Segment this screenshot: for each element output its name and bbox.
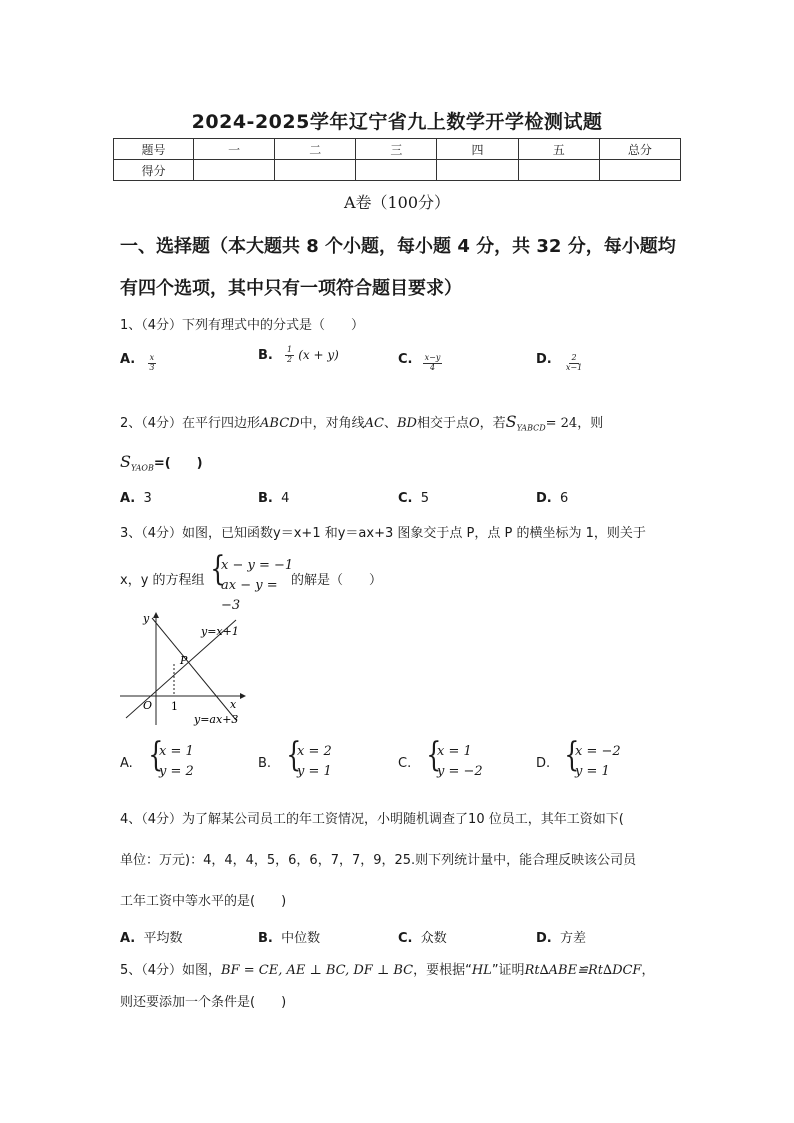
equation-row: y = 2	[159, 764, 194, 779]
score-header-cell: 三	[356, 139, 437, 160]
fraction	[147, 354, 156, 373]
brace: {	[148, 735, 164, 775]
text: ，要根据“	[413, 963, 472, 978]
text: ，则	[577, 416, 604, 431]
question-5-line2: 则还要添加一个条件是( )	[120, 995, 287, 1010]
score-header-cell: 四	[437, 139, 518, 160]
math: BF = CE, AE ⊥ BC, DF ⊥ BC	[221, 963, 414, 978]
numerator: x−y	[424, 353, 441, 362]
option-text: 3	[143, 491, 152, 506]
x-axis-arrow	[240, 693, 246, 699]
option-letter: A.	[120, 491, 136, 506]
option-text: 中位数	[281, 931, 321, 946]
score-row-label: 得分	[114, 160, 194, 181]
q3-option-a-letter[interactable]: A.	[120, 756, 133, 771]
question-3-stem-line2a: x，y 的方程组	[120, 573, 205, 588]
score-header-cell: 题号	[114, 139, 194, 160]
option-text: 6	[560, 491, 569, 506]
q4-option-d[interactable]	[536, 927, 586, 946]
option-letter: B.	[258, 347, 273, 363]
option-letter: A.	[120, 931, 136, 946]
function-graph	[118, 610, 248, 730]
q4-option-c[interactable]	[398, 927, 447, 946]
equation-row: x = 1	[159, 744, 194, 759]
q3-option-c-letter[interactable]: C.	[398, 756, 412, 771]
math: S	[505, 412, 517, 431]
q3-option-b-letter[interactable]: B.	[258, 756, 272, 771]
math: AC	[364, 416, 384, 431]
equation-row: x − y = −1	[221, 558, 294, 573]
q1-option-a[interactable]	[120, 346, 156, 373]
equation-row: y = 1	[297, 764, 332, 779]
q3-option-c-system[interactable]	[423, 735, 503, 786]
text: ，	[641, 963, 655, 978]
question-4-line3: 工年工资中等水平的是( )	[120, 894, 287, 909]
score-input-cell[interactable]	[518, 160, 599, 181]
option-text: 4	[281, 491, 290, 506]
q2-option-d[interactable]	[536, 491, 568, 506]
question-4-line1: 4、（4分）为了解某公司员工的年工资情况，小明随机调查了10 位员工，其年工资如下(	[120, 812, 624, 827]
option-tail: (x + y)	[298, 347, 339, 362]
q3-option-a-system[interactable]	[145, 735, 215, 786]
denominator: 3	[149, 362, 155, 372]
line1-label: y=x+1	[201, 625, 239, 638]
score-table-header-row	[114, 139, 681, 160]
math: Rt∆ABE≌Rt∆DCF	[524, 963, 642, 978]
fraction	[564, 354, 584, 373]
question-2-stem	[120, 412, 603, 433]
option-letter: C.	[398, 931, 413, 946]
q2-option-a[interactable]	[120, 491, 152, 506]
option-letter: C.	[398, 491, 413, 506]
option-letter: D.	[536, 351, 552, 367]
question-2-stem-cont	[120, 452, 203, 473]
score-input-cell[interactable]	[356, 160, 437, 181]
q2-option-b[interactable]	[258, 491, 289, 506]
equation-row: ax − y = −3	[221, 578, 278, 613]
q4-option-b[interactable]	[258, 927, 320, 946]
option-letter: D.	[536, 931, 552, 946]
score-input-cell[interactable]	[194, 160, 275, 181]
equation-row: x = 1	[437, 744, 472, 759]
q3-option-d-system[interactable]	[561, 735, 641, 786]
q1-option-c[interactable]	[398, 346, 442, 373]
brace: {	[210, 549, 226, 589]
math: S	[120, 452, 131, 471]
equation-row: x = 2	[297, 744, 332, 759]
section-subtitle: A卷（100分）	[343, 193, 451, 212]
q1-option-d[interactable]	[536, 346, 584, 373]
math: BD	[396, 416, 417, 431]
score-table-score-row	[114, 160, 681, 181]
brace: {	[286, 735, 302, 775]
option-text: 平均数	[143, 931, 183, 946]
text: ，若	[479, 416, 506, 431]
option-text: 方差	[560, 931, 587, 946]
math: HL	[471, 963, 492, 978]
text: 中，对角线	[299, 416, 365, 431]
equation-row: y = −2	[437, 764, 483, 779]
score-input-cell[interactable]	[599, 160, 680, 181]
math-subscript: YABCD	[516, 423, 546, 433]
score-header-cell: 一	[194, 139, 275, 160]
equation-system	[207, 549, 297, 613]
page-title: 2024-2025学年辽宁省九上数学开学检测试题	[191, 111, 603, 133]
option-letter: D.	[536, 491, 552, 506]
q2-option-c[interactable]	[398, 491, 429, 506]
numerator: 2	[571, 353, 577, 362]
section-heading-line-1: 一、选择题（本大题共 8 个小题，每小题 4 分，共 32 分，每小题均	[120, 236, 676, 257]
denominator: x−1	[565, 362, 583, 372]
score-input-cell[interactable]	[275, 160, 356, 181]
question-1-stem: 1、（4分）下列有理式中的分式是（ ）	[120, 318, 365, 333]
option-letter: B.	[258, 931, 273, 946]
brace: {	[426, 735, 442, 775]
option-text: 众数	[420, 931, 447, 946]
equation-row: y = 1	[575, 764, 610, 779]
fraction	[423, 354, 443, 373]
text: 2、（4分）在平行四边形	[120, 416, 261, 431]
text: 、	[383, 416, 397, 431]
option-letter: A.	[120, 351, 136, 367]
numerator: x	[149, 353, 155, 362]
text: =( )	[153, 456, 203, 471]
point-p-label: P	[180, 654, 188, 667]
q3-option-d-letter[interactable]: D.	[536, 756, 551, 771]
x-axis-label: x	[230, 698, 237, 711]
option-letter: C.	[398, 351, 413, 367]
q4-option-a[interactable]	[120, 927, 183, 946]
math: O	[468, 416, 480, 431]
section-heading-line-2: 有四个选项，其中只有一项符合题目要求）	[120, 278, 462, 299]
denominator: 2	[287, 354, 293, 364]
y-axis-label: y	[143, 612, 150, 625]
brace: {	[564, 735, 580, 775]
question-4-line2: 单位：万元)：4，4，4，5，6，6，7，7，9，25.则下列统计量中，能合理反映该公司员	[120, 853, 637, 868]
text: ”证明	[491, 963, 525, 978]
score-table	[113, 138, 681, 181]
math-subscript: YAOB	[130, 463, 154, 473]
line2-label: y=ax+3	[194, 713, 239, 726]
origin-label: O	[143, 699, 153, 712]
score-header-cell: 总分	[599, 139, 680, 160]
numerator: 1	[287, 345, 293, 354]
fraction	[285, 346, 294, 365]
tick-label-1: 1	[171, 700, 178, 713]
y-axis-arrow	[153, 612, 159, 618]
math: ABCD	[260, 416, 300, 431]
q3-option-b-system[interactable]	[283, 735, 353, 786]
q1-option-b[interactable]	[258, 346, 339, 365]
score-header-cell: 二	[275, 139, 356, 160]
score-input-cell[interactable]	[437, 160, 518, 181]
question-5-line1	[120, 959, 654, 978]
question-3-stem: 3、（4分）如图，已知函数y＝x+1 和y＝ax+3 图象交于点 P，点 P 的横坐标为 1，则关于	[120, 526, 646, 541]
text: 5、（4分）如图，	[120, 963, 222, 978]
option-letter: B.	[258, 491, 273, 506]
denominator: 4	[429, 362, 436, 372]
text: 相交于点	[416, 416, 469, 431]
question-3-stem-line2b: 的解是（ ）	[291, 573, 383, 588]
option-text: 5	[420, 491, 430, 506]
math: = 24	[545, 416, 578, 431]
equation-row: x = −2	[575, 744, 621, 759]
score-header-cell: 五	[518, 139, 599, 160]
